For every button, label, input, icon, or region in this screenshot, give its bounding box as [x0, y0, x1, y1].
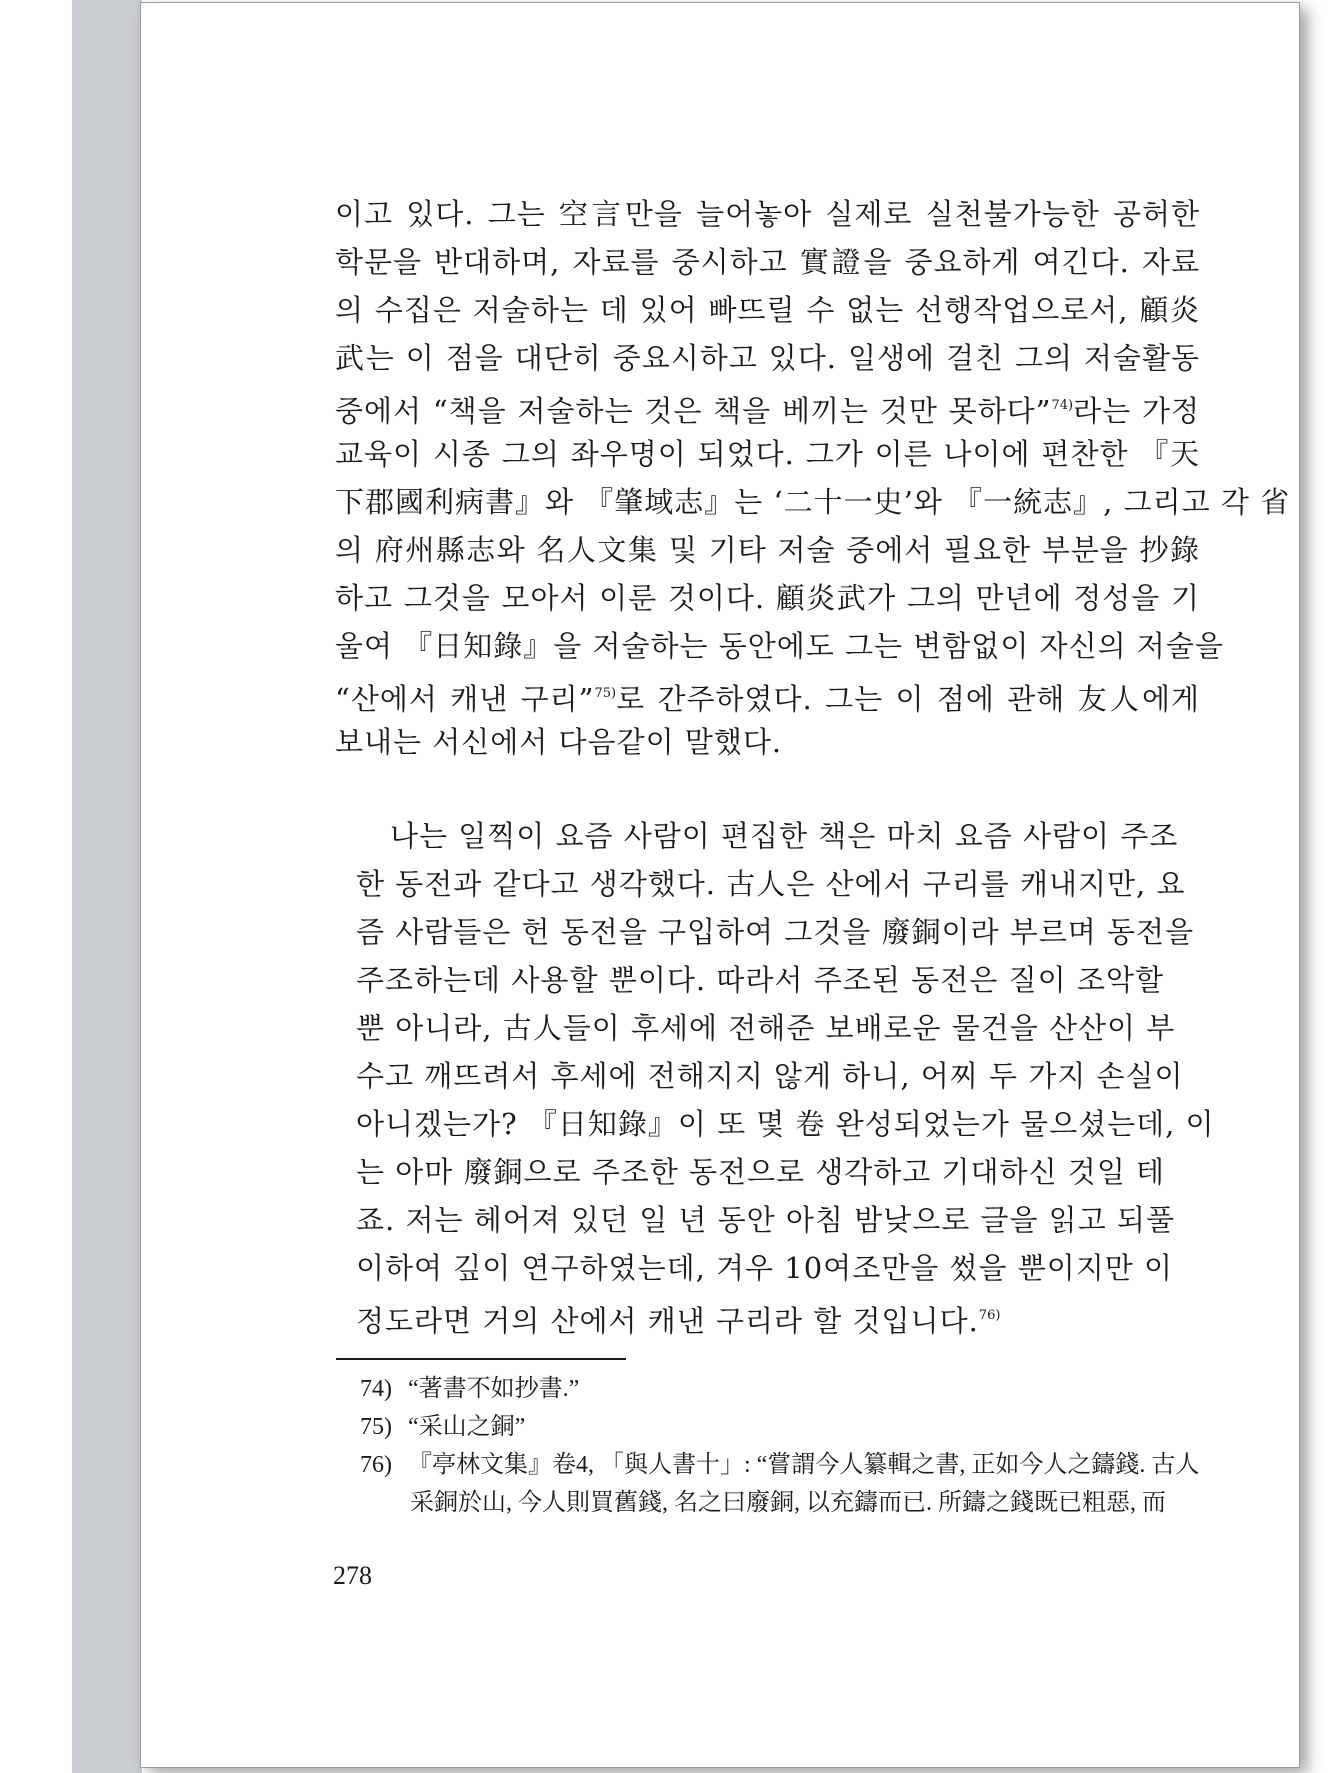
quote-line: 는 아마 廢銅으로 주조한 동전으로 생각하고 기대하신 것일 테 [356, 1155, 1166, 1189]
quote-line: 수고 깨뜨려서 후세에 전해지지 않게 하니, 어찌 두 가지 손실이 [356, 1059, 1184, 1093]
footnote-76 [360, 1446, 1200, 1484]
footnote-text: 『亭林文集』卷4, 「與人書十」: “嘗謂今人纂輯之書, 正如今人之鑄錢. 古人 [408, 1452, 1200, 1478]
body-line: 하고 그것을 모아서 이룬 것이다. 顧炎武가 그의 만년에 정성을 기 [335, 581, 1200, 615]
quote-line: 주조하는데 사용할 뿐이다. 따라서 주조된 동전은 질이 조악할 [356, 963, 1164, 997]
quote-line: 죠. 저는 헤어져 있던 일 년 동안 아침 밤낮으로 글을 읽고 되풀 [356, 1203, 1175, 1237]
body-text-segment: 중에서 “책을 저술하는 것은 책을 베끼는 것만 못하다” [335, 394, 1052, 428]
body-text-segment: 라는 가정 [1073, 394, 1200, 428]
footnote-number: 74) [360, 1376, 392, 1402]
quote-line: 나는 일찍이 요즘 사람이 편집한 책은 마치 요즘 사람이 주조 [390, 819, 1179, 853]
quote-text-segment: 정도라면 거의 산에서 캐낸 구리라 할 것입니다. [356, 1304, 979, 1338]
footnote-74 [360, 1370, 1200, 1408]
body-line: 이고 있다. 그는 空言만을 늘어놓아 실제로 실천불가능한 공허한 [335, 197, 1200, 231]
footnote-text: “采山之銅” [408, 1414, 526, 1440]
body-line: 울여 『日知錄』을 저술하는 동안에도 그는 변함없이 자신의 저술을 [335, 629, 1224, 663]
body-line: 下郡國利病書』와 『肇域志』는 ‘二十一史’와 『一統志』, 그리고 각 省 [335, 485, 1291, 519]
quote-line-with-footnote [356, 1292, 1164, 1340]
footnote-76-continuation: 采銅於山, 今人則買舊錢, 名之曰廢銅, 以充鑄而已. 所鑄之錢既已粗惡, 而 [410, 1490, 1166, 1516]
footnote-ref: 76) [978, 1308, 1001, 1323]
body-text-segment: 로 간주하였다. 그는 이 점에 관해 友人에게 [616, 682, 1200, 716]
body-line: 의 수집은 저술하는 데 있어 빠뜨릴 수 없는 선행작업으로서, 顧炎 [335, 293, 1200, 327]
quote-line: 뿐 아니라, 古人들이 후세에 전해준 보배로운 물건을 산산이 부 [356, 1011, 1176, 1045]
body-line: 武는 이 점을 대단히 중요시하고 있다. 일생에 걸친 그의 저술활동 [335, 341, 1200, 375]
quote-line: 즘 사람들은 헌 동전을 구입하여 그것을 廢銅이라 부르며 동전을 [356, 915, 1195, 949]
body-line-with-footnote [335, 382, 1200, 430]
block-quote [356, 812, 1215, 1340]
footnote-75 [360, 1408, 1200, 1446]
book-spine [72, 0, 142, 1773]
footnote-number: 76) [360, 1452, 392, 1478]
body-line: 보내는 서신에서 다음같이 말했다. [335, 725, 783, 759]
footnote-ref: 75) [594, 686, 617, 701]
footnote-text: “著書不如抄書.” [408, 1376, 580, 1402]
quote-line: 아니겠는가? 『日知錄』이 또 몇 卷 완성되었는가 물으셨는데, 이 [356, 1107, 1215, 1141]
quote-line: 한 동전과 같다고 생각했다. 古人은 산에서 구리를 캐내지만, 요 [356, 867, 1186, 901]
body-line-with-footnote [335, 670, 1200, 718]
body-line: 교육이 시종 그의 좌우명이 되었다. 그가 이른 나이에 편찬한 『天 [335, 437, 1200, 471]
footnotes [360, 1370, 1200, 1522]
main-paragraph [335, 190, 1291, 766]
footnote-number: 75) [360, 1414, 392, 1440]
body-text-segment: “산에서 캐낸 구리” [335, 682, 595, 716]
body-line: 의 府州縣志와 名人文集 및 기타 저술 중에서 필요한 부분을 抄錄 [335, 533, 1200, 567]
page-number: 278 [333, 1561, 372, 1590]
footnote-ref: 74) [1051, 398, 1074, 413]
body-line: 학문을 반대하며, 자료를 중시하고 實證을 중요하게 여긴다. 자료 [335, 245, 1200, 279]
footnote-divider [336, 1358, 626, 1360]
quote-line: 이하여 깊이 연구하였는데, 겨우 10여조만을 썼을 뿐이지만 이 [356, 1251, 1173, 1285]
